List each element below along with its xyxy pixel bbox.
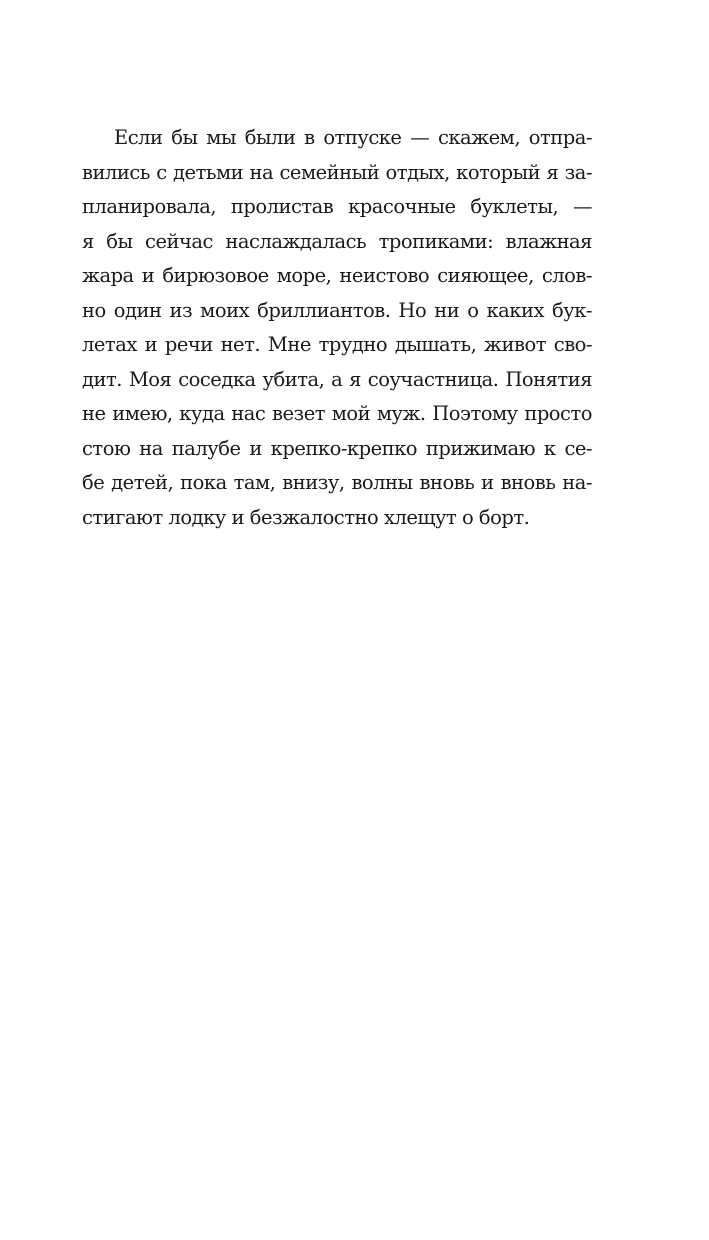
text-line: летах и речи нет. Мне трудно дышать, живот сво- xyxy=(82,333,592,356)
text-line: я бы сейчас наслаждалась тропиками: влажная xyxy=(82,229,592,253)
text-line: вились с детьми на семейный отдых, который я за- xyxy=(82,160,592,184)
text-line: дит. Моя соседка убита, а я соучастница. Понятия xyxy=(82,367,592,391)
text-line: стою на палубе и крепко-крепко прижимаю к се- xyxy=(82,436,592,460)
text-line: Если бы мы были в отпуске — скажем, отпра- xyxy=(114,126,592,149)
text-line: но один из моих бриллиантов. Но ни о каких бук- xyxy=(82,298,592,322)
text-line: бе детей, пока там, внизу, волны вновь и вновь на- xyxy=(82,471,592,494)
text-line: стигают лодку и безжалостно хлещут о борт. xyxy=(82,505,530,529)
text-line: не имею, куда нас везет мой муж. Поэтому просто xyxy=(82,402,592,425)
text-line: жара и бирюзовое море, неистово сияющее, слов- xyxy=(82,264,592,287)
body-paragraph xyxy=(82,121,592,535)
text-line: планировала, пролистав красочные буклеты, — xyxy=(82,195,592,218)
